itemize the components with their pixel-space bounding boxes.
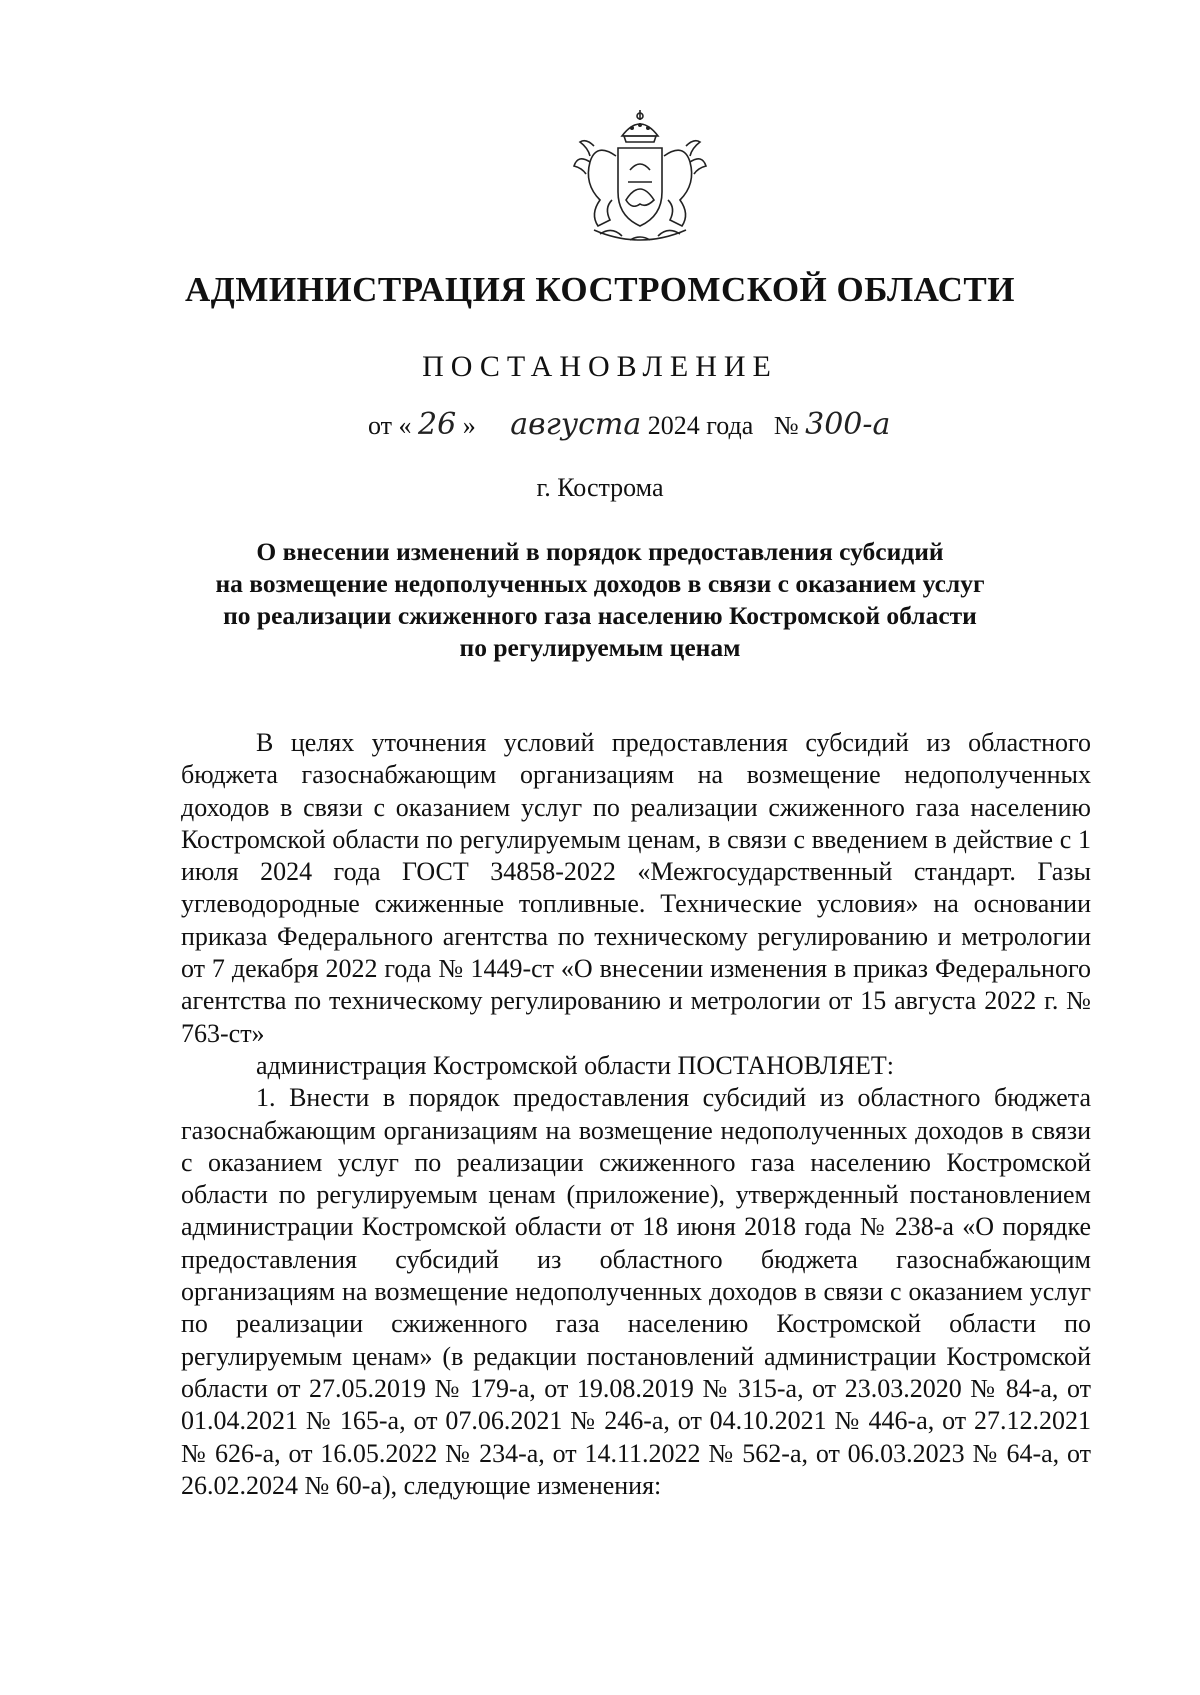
- document-date-line: [368, 407, 890, 442]
- document-title: [170, 536, 1030, 664]
- coat-of-arms-emblem: [560, 108, 720, 248]
- date-month-handwritten: августа: [510, 407, 642, 442]
- date-close-quote: »: [462, 411, 476, 440]
- date-year: 2024 года: [647, 411, 754, 440]
- title-line: на возмещение недополученных доходов в связи с оказанием услуг: [215, 569, 985, 598]
- document-number-handwritten: 300-а: [805, 407, 891, 442]
- date-day-handwritten: 26: [418, 407, 457, 442]
- body-paragraph: администрация Костромской области ПОСТАНОВЛЯЕТ:: [256, 1050, 895, 1080]
- title-line: по реализации сжиженного газа населению Костромской области: [223, 601, 977, 630]
- title-line: О внесении изменений в порядок предоставления субсидий: [256, 537, 944, 566]
- body-paragraph: 1. Внести в порядок предоставления субсидий из областного бюджета газоснабжающим организациям на возмещение недополученных доходов в связи с оказанием услуг по реализации сжиженного газа населению Костромской области по регулируемым ценам (приложение), утвержденный постановлением администрации Костромской области от 18 июня 2018 года № 238-а «О порядке предоставления субсидий из областного бюджета газоснабжающим организациям на возмещение недополученных доходов в связи с оказанием услуг по реализации сжиженного газа населению Костромской области по регулируемым ценам» (в редакции постановлений администрации Костромской области от 27.05.2019 № 179-а, от 19.08.2019 № 315-а, от 23.03.2020 № 84-а, от 01.04.2021 № 165-а, от 07.06.2021 № 246-а, от 04.10.2021 № 446-а, от 27.12.2021 № 626-а, от 16.05.2022 № 234-а, от 14.11.2022 № 562-а, от 06.03.2023 № 64-а, от 26.02.2024 № 60-а), следующие изменения:: [181, 1083, 1091, 1500]
- body-paragraph: В целях уточнения условий предоставления субсидий из областного бюджета газоснабжающим организациям на возмещение недополученных доходов в связи с оказанием услуг по реализации сжиженного газа населению Костромской области по регулируемым ценам, в связи с введением в действие с 1 июля 2024 года ГОСТ 34858-2022 «Межгосударственный стандарт. Газы углеводородные сжиженные топливные. Технические условия» на основании приказа Федерального агентства по техническому регулированию и метрологии от 7 декабря 2022 года № 1449-ст «О внесении изменения в приказ Федерального агентства по техническому регулированию и метрологии от 15 августа 2022 г. № 763-ст»: [181, 728, 1091, 1048]
- date-prefix: от «: [368, 411, 412, 440]
- number-sign: №: [773, 411, 799, 440]
- document-body: [181, 727, 1091, 1502]
- city: г. Кострома: [536, 473, 664, 502]
- document-type: ПОСТАНОВЛЕНИЕ: [422, 350, 778, 383]
- title-line: по регулируемым ценам: [459, 633, 741, 662]
- organization-title: АДМИНИСТРАЦИЯ КОСТРОМСКОЙ ОБЛАСТИ: [185, 270, 1015, 309]
